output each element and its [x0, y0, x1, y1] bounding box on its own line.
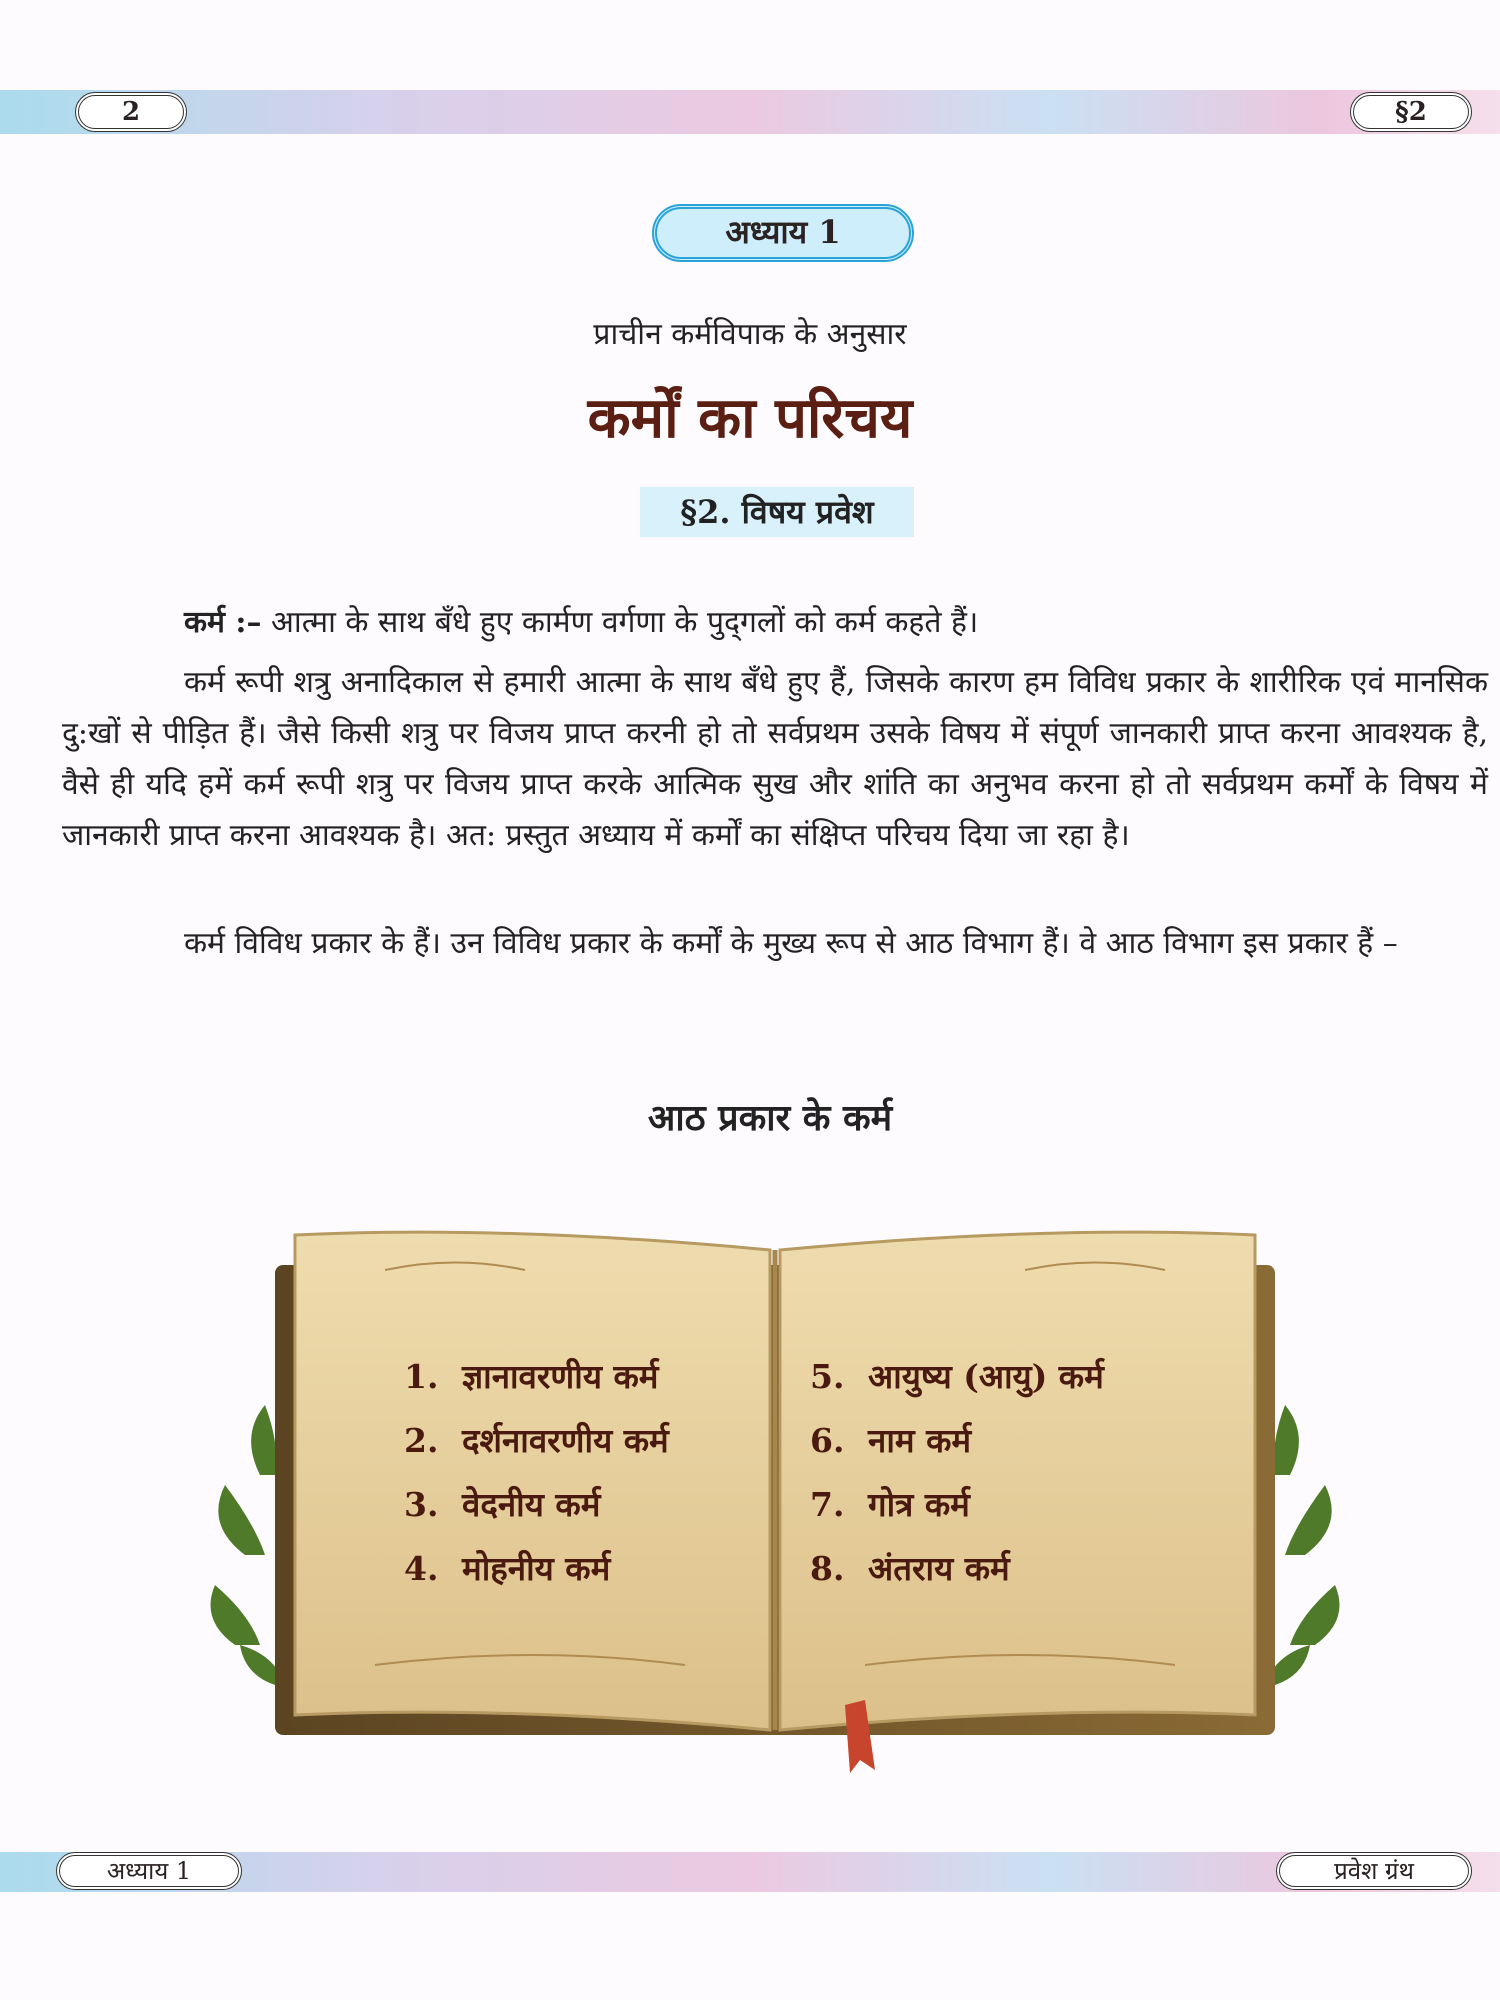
page-subtitle: प्राचीन कर्मविपाक के अनुसार: [593, 317, 907, 352]
karma-list-left: [404, 1345, 669, 1601]
list-item: 2. दर्शनावरणीय कर्म: [404, 1421, 669, 1460]
list-item: 4. मोहनीय कर्म: [404, 1549, 611, 1588]
page-title: कर्मों का परिचय: [587, 385, 913, 451]
list-item: 5. आयुष्य (आयु) कर्म: [810, 1357, 1104, 1396]
leaf-decoration-left: [211, 1405, 286, 1685]
page-number: 2: [75, 92, 187, 132]
definition-paragraph: [62, 597, 1488, 648]
section-ref: §2: [1350, 92, 1472, 132]
list-heading: आठ प्रकार के कर्म: [647, 1097, 893, 1139]
definition-term: कर्म :–: [184, 605, 262, 640]
list-item: 1. ज्ञानावरणीय कर्म: [404, 1357, 659, 1396]
body-paragraph-1: कर्म रूपी शत्रु अनादिकाल से हमारी आत्मा के साथ बँधे हुए हैं, जिसके कारण हम विविध प्रकार के शारीरिक एवं मानसिक दु:खों से पीड़ित हैं। जैसे किसी शत्रु पर विजय प्राप्त करनी हो तो सर्वप्रथम उसके विषय में संपूर्ण जानकारी प्राप्त करना आवश्यक है, वैसे ही यदि हमें कर्म रूपी शत्रु पर विजय प्राप्त करके आत्मिक सुख और शांति का अनुभव करना हो तो सर्वप्रथम कर्मों के विषय में जानकारी प्राप्त करना आवश्यक है। अत: प्रस्तुत अध्याय में कर्मों का संक्षिप्त परिचय दिया जा रहा है।: [62, 665, 1488, 853]
karma-list-right: [810, 1345, 1104, 1601]
body-paragraph-2: कर्म विविध प्रकार के हैं। उन विविध प्रकार के कर्मों के मुख्य रूप से आठ विभाग हैं। वे आठ विभाग इस प्रकार हैं –: [184, 926, 1398, 961]
open-book-illustration: [205, 1225, 1345, 1785]
list-item: 3. वेदनीय कर्म: [404, 1485, 601, 1524]
list-item: 8. अंतराय कर्म: [810, 1549, 1010, 1588]
chapter-label: अध्याय 1: [652, 204, 914, 262]
definition-text: आत्मा के साथ बँधे हुए कार्मण वर्गणा के पुद्‌गलों को कर्म कहते हैं।: [261, 605, 979, 640]
leaf-decoration-right: [1265, 1405, 1340, 1685]
list-item: 6. नाम कर्म: [810, 1421, 972, 1460]
footer-book-name: प्रवेश ग्रंथ: [1276, 1852, 1472, 1890]
header-band: [0, 90, 1500, 134]
list-item: 7. गोत्र कर्म: [810, 1485, 970, 1524]
footer-chapter: अध्याय 1: [56, 1852, 242, 1890]
section-heading: §2. विषय प्रवेश: [640, 487, 914, 537]
